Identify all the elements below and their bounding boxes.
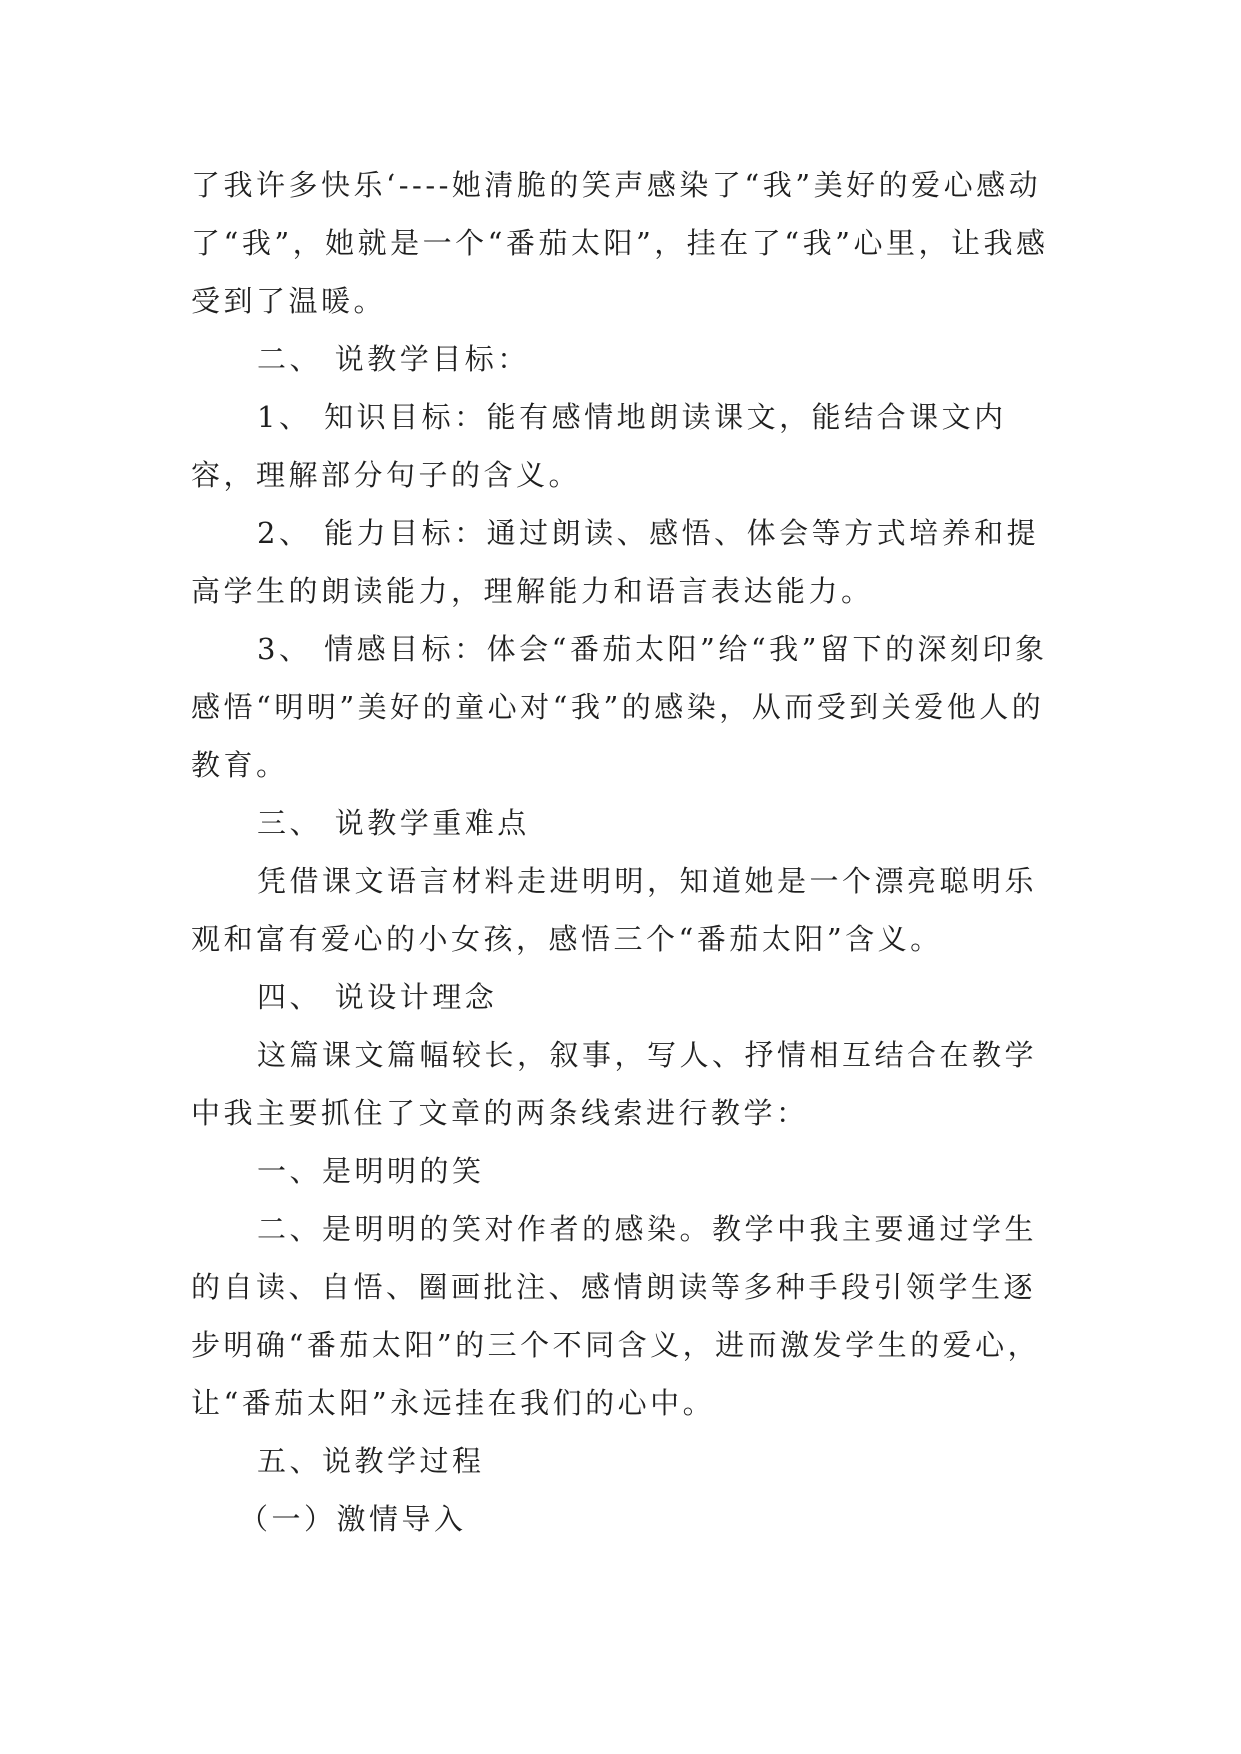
heading-key-points: 三、 说教学重难点 [257,806,530,840]
paragraph-design-concept: 这篇课文篇幅较长，叙事，写人、抒情相互结合在教学中我主要抓住了文章的两条线索进行教学： [191,1038,1038,1130]
heading-design-concept: 四、 说设计理念 [257,980,498,1014]
paragraph-intro-continuation: 了我许多快乐‘----她清脆的笑声感染了“我”美好的爱心感动了“我”，她就是一个“番茄太阳”，挂在了“我”心里，让我感受到了温暖。 [191,168,1049,318]
goal-emotion: 3、 情感目标：体会“番茄太阳”给“我”留下的深刻印象感悟“明明”美好的童心对“我”的感染，从而受到关爱他人的教育。 [191,632,1048,782]
heading-teaching-process: 五、说教学过程 [257,1444,485,1478]
paragraph-key-points: 凭借课文语言材料走进明明，知道她是一个漂亮聪明乐观和富有爱心的小女孩，感悟三个“番茄太阳”含义。 [191,864,1038,956]
goal-knowledge: 1、 知识目标：能有感情地朗读课文，能结合课文内容，理解部分句子的含义。 [191,400,1007,492]
thread-two: 二、是明明的笑对作者的感染。教学中我主要通过学生的自读、自悟、圈画批注、感情朗读等多种手段引领学生逐步明确“番茄太阳”的三个不同含义，进而激发学生的爱心，让“番茄太阳”永远挂在我们的心中。 [191,1212,1041,1420]
heading-teaching-goals: 二、 说教学目标： [257,342,530,376]
thread-one: 一、是明明的笑 [257,1154,485,1188]
goal-ability: 2、 能力目标：通过朗读、感悟、体会等方式培养和提高学生的朗读能力，理解能力和语言表达能力。 [191,516,1040,608]
subheading-introduction: （一）激情导入 [239,1502,467,1536]
document-page [191,156,1051,1548]
